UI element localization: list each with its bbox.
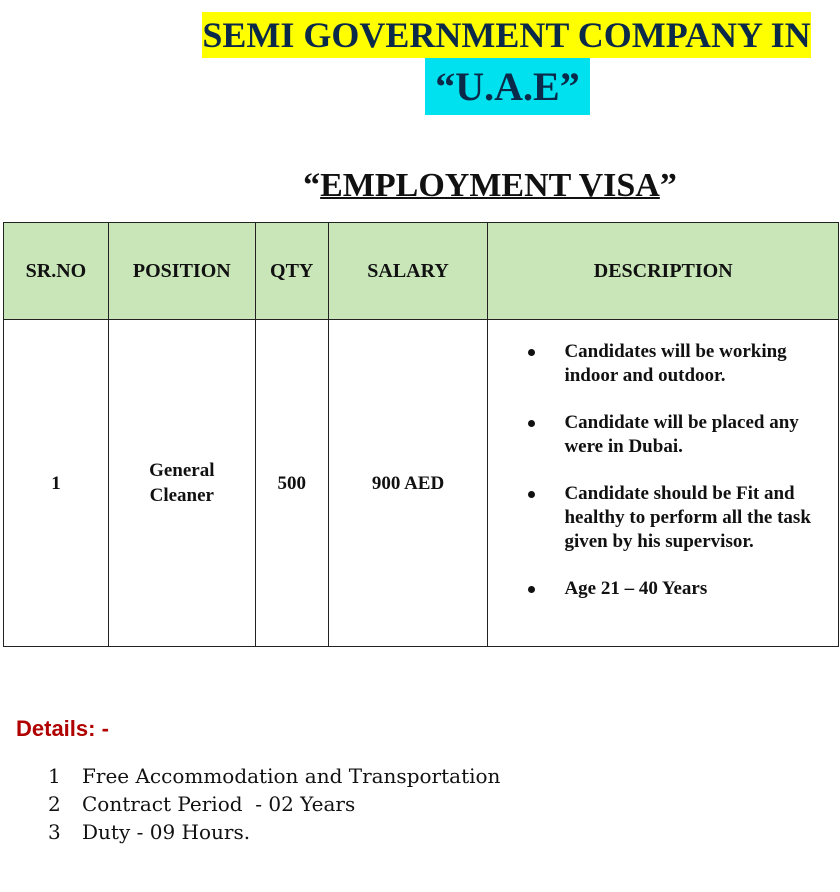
details-heading: Details: -	[16, 716, 109, 741]
headline-company: SEMI GOVERNMENT COMPANY IN	[202, 12, 811, 58]
position-value	[149, 458, 214, 508]
details-item-number: 3	[48, 820, 61, 844]
details-item	[48, 762, 500, 790]
description-list	[518, 340, 830, 601]
cell-position	[108, 320, 255, 647]
jobs-table	[3, 222, 839, 647]
visa-title-close-quote: ”	[659, 167, 677, 204]
details-item-text: Free Accommodation and Transportation	[82, 764, 501, 788]
visa-title	[260, 164, 720, 208]
description-item: Candidates will be working indoor and outdoor.	[518, 340, 830, 388]
description-item: Candidate will be placed any were in Dubai.	[518, 411, 830, 459]
position-line-1: General	[149, 460, 215, 481]
description-item: Candidate should be Fit and healthy to perform all the task given by his supervisor.	[518, 482, 830, 554]
details-item	[48, 790, 500, 818]
details-list	[48, 762, 500, 846]
cell-qty	[255, 320, 328, 647]
cell-salary	[328, 320, 488, 647]
visa-title-open-quote: “	[303, 167, 321, 204]
headline-country: “U.A.E”	[425, 58, 590, 115]
sr-no-value: 1	[51, 472, 61, 494]
details-item-text: Duty - 09 Hours.	[82, 820, 251, 844]
header-position: POSITION	[108, 223, 255, 320]
qty-value: 500	[277, 472, 306, 494]
header-salary: SALARY	[328, 223, 488, 320]
table-header-row	[4, 223, 839, 320]
visa-title-text: EMPLOYMENT VISA	[320, 167, 660, 204]
position-line-2: Cleaner	[149, 485, 214, 506]
details-item-text: Contract Period - 02 Years	[82, 792, 356, 816]
header-description: DESCRIPTION	[488, 223, 839, 320]
cell-description	[488, 320, 839, 647]
details-item-number: 1	[48, 764, 61, 788]
details-item-number: 2	[48, 792, 61, 816]
table-row	[4, 320, 839, 647]
cell-sr-no	[4, 320, 109, 647]
details-item	[48, 818, 500, 846]
salary-value: 900 AED	[371, 472, 445, 494]
description-item: Age 21 – 40 Years	[518, 577, 830, 601]
header-qty: QTY	[255, 223, 328, 320]
header-sr-no: SR.NO	[4, 223, 109, 320]
